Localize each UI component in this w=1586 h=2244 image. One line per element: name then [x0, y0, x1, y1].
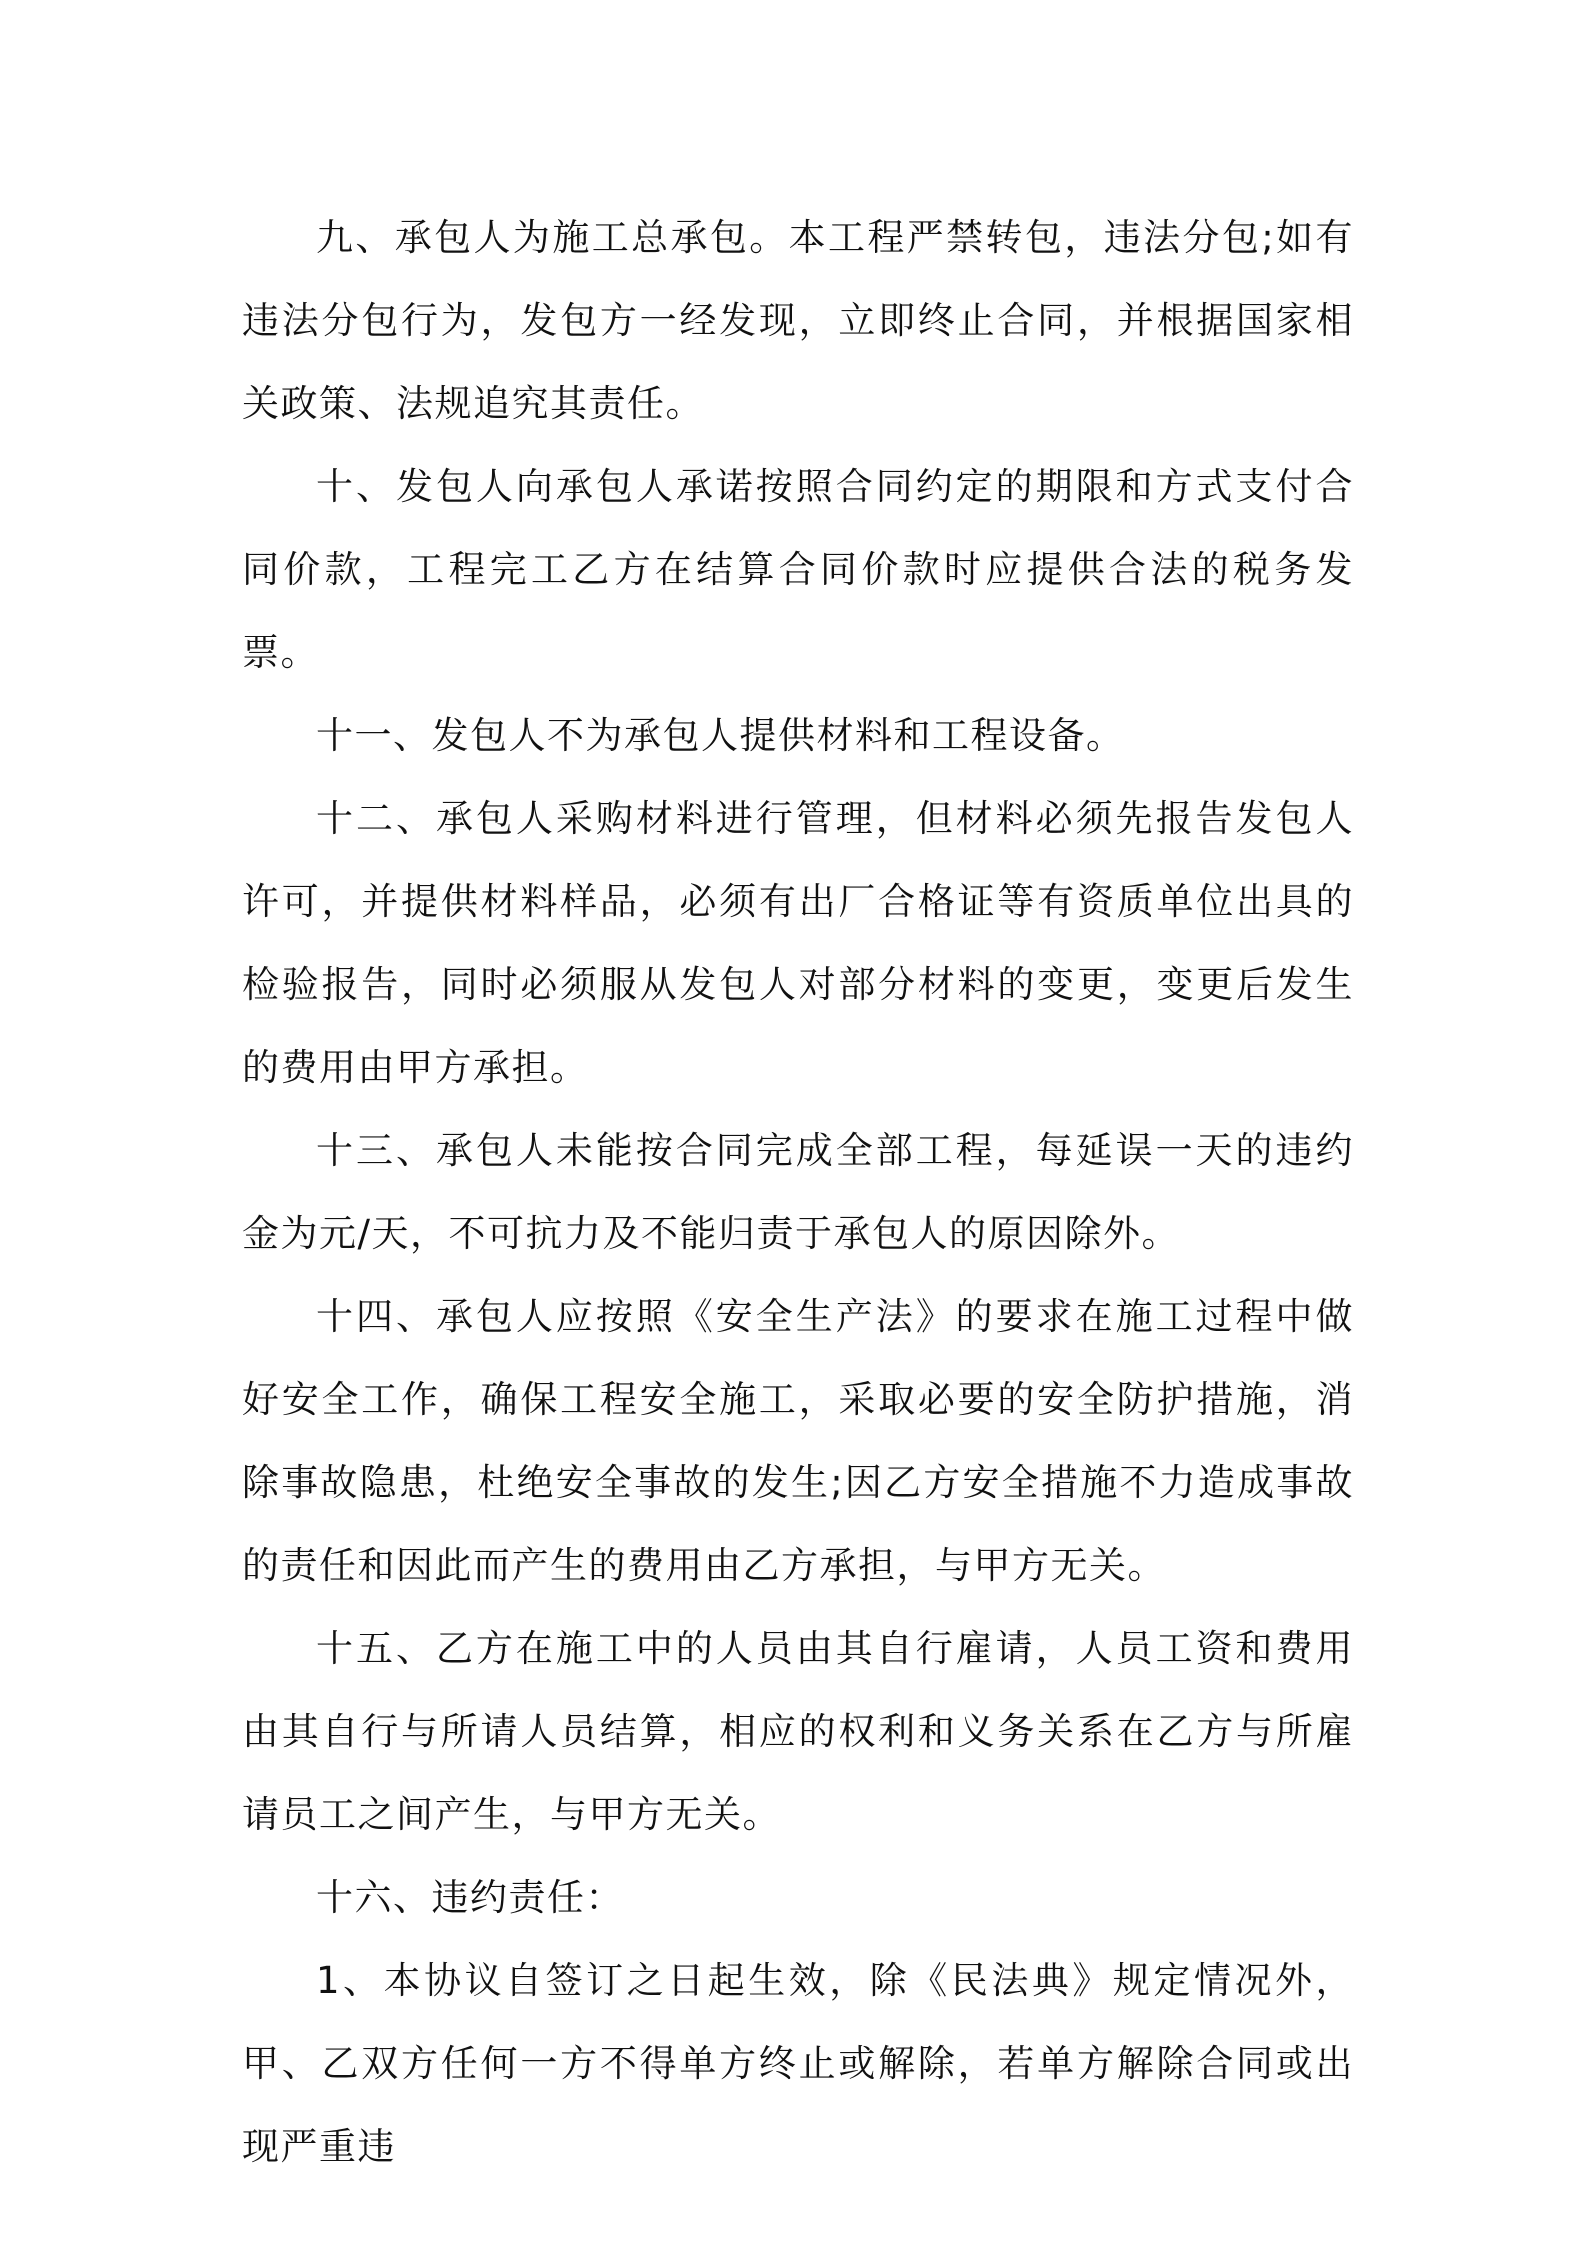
contract-body	[242, 196, 1354, 2188]
clause-16-item-1: 1、本协议自签订之日起生效，除《民法典》规定情况外，甲、乙双方任何一方不得单方终止或解除，若单方解除合同或出现严重违	[242, 1959, 1354, 2168]
clause-12: 十二、承包人采购材料进行管理，但材料必须先报告发包人许可，并提供材料样品，必须有出厂合格证等有资质单位出具的检验报告，同时必须服从发包人对部分材料的变更，变更后发生的费用由甲方承担。	[242, 797, 1354, 1089]
clause-10: 十、发包人向承包人承诺按照合同约定的期限和方式支付合同价款，工程完工乙方在结算合同价款时应提供合法的税务发票。	[242, 465, 1354, 674]
clause-14: 十四、承包人应按照《安全生产法》的要求在施工过程中做好安全工作，确保工程安全施工，采取必要的安全防护措施，消除事故隐患，杜绝安全事故的发生;因乙方安全措施不力造成事故的责任和因此而产生的费用由乙方承担，与甲方无关。	[242, 1295, 1354, 1587]
clause-15: 十五、乙方在施工中的人员由其自行雇请，人员工资和费用由其自行与所请人员结算，相应的权利和义务关系在乙方与所雇请员工之间产生，与甲方无关。	[242, 1627, 1354, 1836]
clause-13: 十三、承包人未能按合同完成全部工程，每延误一天的违约金为元/天，不可抗力及不能归责于承包人的原因除外。	[242, 1129, 1354, 1255]
clause-9: 九、承包人为施工总承包。本工程严禁转包，违法分包;如有违法分包行为，发包方一经发现，立即终止合同，并根据国家相关政策、法规追究其责任。	[242, 216, 1354, 425]
clause-16-heading: 十六、违约责任：	[316, 1876, 624, 1919]
clause-11: 十一、发包人不为承包人提供材料和工程设备。	[316, 714, 1125, 757]
